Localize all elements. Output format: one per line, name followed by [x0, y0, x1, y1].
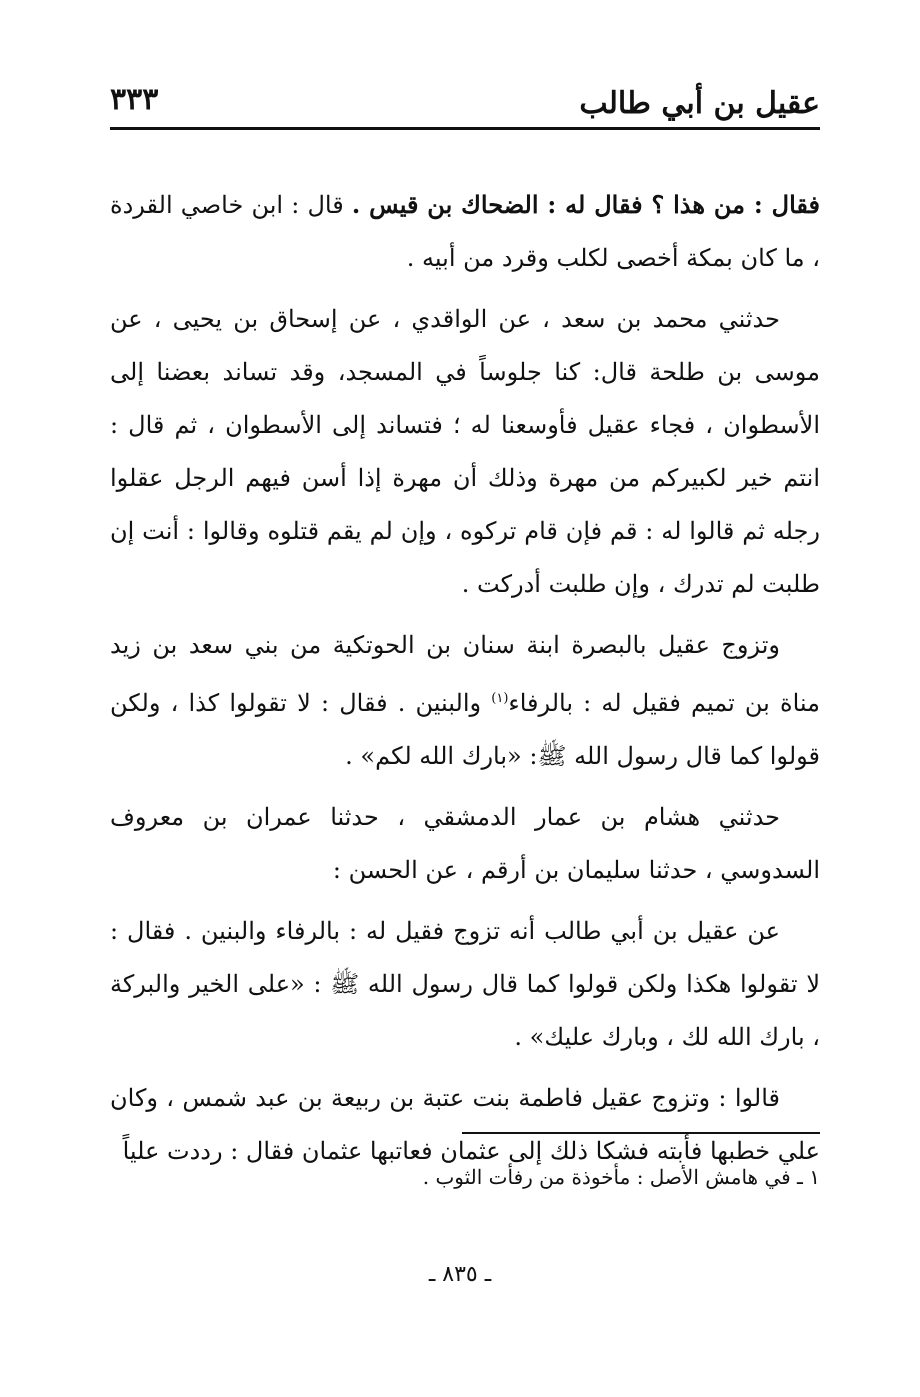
chapter-title: عقيل بن أبي طالب — [579, 86, 820, 121]
folio-number: ـ ٨٣٥ ـ — [428, 1262, 492, 1287]
paragraph-2: حدثني محمد بن سعد ، عن الواقدي ، عن إسحاق بن يحيى ، عن موسى بن طلحة قال: كنا جلوساً في المسجد، وقد تساند بعضنا إلى الأسطوان ، فجاء عقيل فأوسعنا له ؛ فتساند إلى الأسطوان ، ثم قال : انتم خير لكبيركم من مهرة وذلك أن مهرة إذا أسن فيهم الرجل عقلوا رجله ثم قالوا له : قم فإن قام تركوه ، وإن لم يقم قتلوه وقالوا : أنت إن طلبت لم تدرك ، وإن طلبت أدركت . — [110, 305, 820, 598]
footnote-marker[interactable]: (١) — [491, 691, 509, 706]
main-text — [110, 178, 820, 1186]
page-number: ٣٣٣ — [110, 82, 159, 117]
paragraph-6: قالوا : وتزوج عقيل فاطمة بنت عتبة بن ربيعة بن عبد شمس ، وكان علي خطبها فأبته فشكا ذلك إلى عثمان فعاتبها عثمان فقال : رددت علياً — [110, 1084, 820, 1165]
paragraph-3-after: والبنين . فقال : لا تقولوا كذا ، ولكن قولوا كما قال رسول الله ﷺ: «بارك الله لكم» . — [110, 689, 820, 770]
paragraph-3 — [110, 619, 820, 783]
paragraph-4: حدثني هشام بن عمار الدمشقي ، حدثنا عمران بن معروف السدوسي ، حدثنا سليمان بن أرقم ، عن الحسن : — [110, 803, 820, 884]
header-divider — [110, 127, 820, 130]
running-header — [110, 82, 820, 128]
paragraph-5: عن عقيل بن أبي طالب أنه تزوج فقيل له : بالرفاء والبنين . فقال : لا تقولوا هكذا ولكن قولوا كما قال رسول الله ﷺ : «على الخير والبركة ، بارك الله لك ، وبارك عليك» . — [110, 917, 820, 1051]
paragraph-3-before: وتزوج عقيل بالبصرة ابنة سنان بن الحوتكية من بني سعد بن زيد مناة بن تميم فقيل له : بالرفاء — [110, 631, 821, 717]
footnote-divider — [462, 1132, 820, 1134]
paragraph-1 — [110, 178, 820, 285]
paragraph-1-lead: فقال : من هذا ؟ فقال له : الضحاك بن قيس . — [351, 190, 820, 219]
footnote-1: ١ ـ في هامش الأصل : مأخوذة من رفأت الثوب . — [422, 1165, 820, 1189]
paragraph-1-rest: قال : ابن خاصي القردة ، ما كان بمكة أخصى لكلب وقرد من أبيه . — [110, 191, 820, 272]
